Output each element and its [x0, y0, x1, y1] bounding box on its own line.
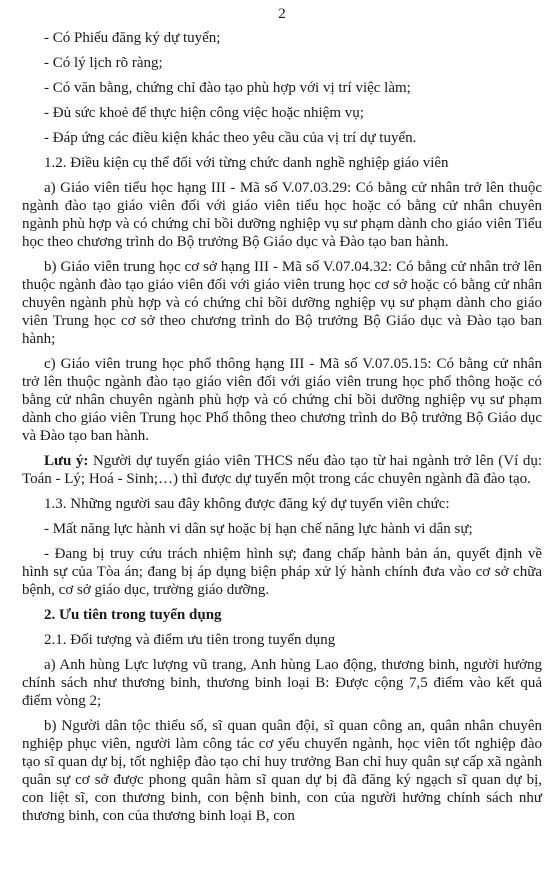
section-1-3-bullet: - Mất năng lực hành vi dân sự hoặc bị hạn chế năng lực hành vi dân sự;	[44, 521, 473, 537]
section-2-1-item-a: a) Anh hùng Lực lượng vũ trang, Anh hùng Lao động, thương binh, người hưởng chính sách như thương binh, thương binh loại B: Được cộng 7,5 điểm vào kết quả điểm vòng 2;	[22, 657, 542, 709]
section-1-2-item-c: c) Giáo viên trung học phổ thông hạng III - Mã số V.07.05.15: Có bằng cử nhân trở lên thuộc ngành đào tạo giáo viên đối với giáo viên trung học phổ thông hoặc có bằng cử nhân chuyên ngành phù hợp và có chứng chỉ bồi dưỡng nghiệp vụ sư phạm dành cho giáo viên Trung học Phổ thông theo chương trình do Bộ trưởng Bộ Giáo dục và Đào tạo ban hành.	[22, 356, 542, 444]
section-1-2-heading: 1.2. Điều kiện cụ thể đối với từng chức danh nghề nghiệp giáo viên	[44, 155, 449, 171]
requirement-bullet: - Đủ sức khoẻ để thực hiện công việc hoặc nhiệm vụ;	[44, 105, 364, 121]
section-1-3-heading: 1.3. Những người sau đây không được đăng ký dự tuyển viên chức:	[44, 496, 450, 512]
section-2-1-item-b: b) Người dân tộc thiểu số, sĩ quan quân đội, sĩ quan công an, quân nhân chuyên nghiệp phục viên, người làm công tác cơ yếu chuyển ngành, học viên tốt nghiệp đào tạo sĩ quan dự bị, tốt nghiệp đào tạo chỉ huy trưởng Ban chỉ huy quân sự cấp xã ngành quân sự cơ sở được phong quân hàm sĩ quan dự bị đã đăng ký ngạch sĩ quan dự bị, con liệt sĩ, con thương binh, con bệnh binh, con của người hưởng chính sách như thương binh, con của thương binh loại B, con	[22, 718, 542, 824]
section-2-heading: 2. Ưu tiên trong tuyển dụng	[44, 607, 222, 623]
section-1-2-item-b: b) Giáo viên trung học cơ sở hạng III - Mã số V.07.04.32: Có bằng cử nhân trở lên thuộc ngành đào tạo giáo viên đối với giáo viên trung học cơ sở hoặc có bằng cử nhân chuyên ngành phù hợp và có chứng chỉ bồi dưỡng nghiệp vụ sư phạm dành cho giáo viên Trung học cơ sở theo chương trình do Bộ trưởng Bộ Giáo dục và Đào tạo ban hành;	[22, 259, 542, 347]
requirement-bullet: - Có văn bằng, chứng chỉ đào tạo phù hợp với vị trí việc làm;	[44, 80, 411, 96]
note-text: Người dự tuyển giáo viên THCS nếu đào tạo từ hai ngành trở lên (Ví dụ: Toán - Lý; Hoá - Sinh;…) thì được dự tuyển một trong các chuyên ngành đã đào tạo.	[22, 453, 543, 487]
requirement-bullet: - Có lý lịch rõ ràng;	[44, 55, 163, 71]
requirement-bullet: - Có Phiếu đăng ký dự tuyển;	[44, 30, 221, 46]
section-1-3-bullet: - Đang bị truy cứu trách nhiệm hình sự; đang chấp hành bản án, quyết định về hình sự của Tòa án; đang bị áp dụng biện pháp xử lý hành chính đưa vào cơ sở chữa bệnh, cơ sở giáo dục, trường giáo dưỡng.	[22, 546, 542, 598]
note-label: Lưu ý:	[44, 453, 89, 469]
section-1-2-item-a: a) Giáo viên tiểu học hạng III - Mã số V.07.03.29: Có bằng cử nhân trở lên thuộc ngành đào tạo giáo viên đối với giáo viên tiểu học hoặc có bằng cử nhân chuyên ngành phù hợp và có chứng chỉ bồi dưỡng nghiệp vụ sư phạm dành cho giáo viên Tiểu học theo chương trình do Bộ trưởng Bộ Giáo dục và Đào tạo ban hành.	[22, 180, 542, 250]
section-1-2-note	[22, 452, 542, 488]
requirement-bullet: - Đáp ứng các điều kiện khác theo yêu cầu của vị trí dự tuyển.	[44, 130, 417, 146]
section-2-1-heading: 2.1. Đối tượng và điểm ưu tiên trong tuyển dụng	[44, 632, 336, 648]
page-number: 2	[278, 6, 286, 22]
